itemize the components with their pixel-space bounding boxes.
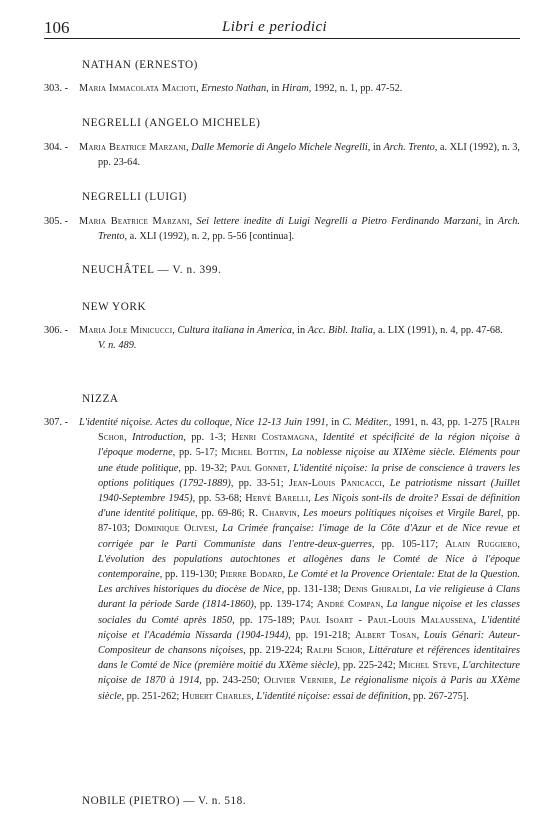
contribution-pages: , pp. 251-262; — [121, 690, 182, 702]
entry-journal: Hiram — [281, 83, 309, 94]
contribution-separator: , — [457, 660, 463, 672]
entry-title: Sei lettere inedite di Luigi Negrelli a Pietro Ferdinando Marzani — [196, 216, 479, 227]
contribution-pages: , pp. 119-130; — [159, 569, 220, 581]
section-heading-negrelli-luigi: NEGRELLI (LUIGI) — [82, 191, 187, 203]
entry-separator: , — [172, 325, 178, 336]
contribution-separator: , — [287, 462, 294, 474]
contribution-author: Alain Ruggiero — [445, 538, 518, 550]
contribution-pages: , pp. 1-3; — [183, 432, 232, 444]
entry-number: 304. - — [44, 142, 69, 153]
entry-separator: , — [196, 83, 202, 94]
contribution-pages: , pp. 225-242; — [337, 660, 399, 672]
entry-title: Dalle Memorie di Angelo Michele Negrelli — [191, 142, 368, 153]
contribution-author: Hervé Barelli — [245, 493, 309, 505]
contribution-author: Hubert Charles — [181, 690, 252, 702]
contribution-separator: , — [517, 538, 520, 550]
entry-number: 306. - — [44, 325, 69, 336]
bibliography-entry-305 — [44, 214, 520, 244]
contribution-author: Jean-Louis Panicacci — [288, 477, 383, 489]
contribution-pages: , pp. 5-17; — [172, 447, 222, 459]
volume-title: L'identité niçoise. Actes du colloque, Nice 12-13 Juin 1991 — [79, 417, 326, 428]
entry-number: 307. - — [44, 417, 69, 428]
page-number: 106 — [44, 18, 70, 37]
entry-details: , a. XLI (1992), n. 2, pp. 5-56 [continua]. — [124, 231, 295, 243]
entry-journal: C. Méditer. — [342, 417, 389, 428]
contribution-pages: , pp. 191-218; — [288, 629, 356, 641]
contribution-pages: , pp. 87-103; — [98, 508, 520, 535]
contribution-title: Le patriotisme nissart (Juillet 1940-Septembre 1945) — [98, 477, 520, 505]
section-heading-negrelli-angelo-michele: NEGRELLI (ANGELO MICHELE) — [82, 117, 261, 129]
entry-separator: , — [189, 216, 197, 227]
contribution-author: R. Charvin — [248, 508, 297, 520]
section-heading-nathan: NATHAN (ERNESTO) — [82, 59, 198, 71]
contribution-author: Henri Costamagna — [231, 432, 315, 444]
contribution-pages: , pp. 219-224; — [243, 645, 307, 657]
contribution-separator: , — [333, 675, 341, 687]
contribution-pages: , pp. 33-51; — [230, 477, 289, 489]
section-heading-new-york: NEW YORK — [82, 301, 147, 313]
contribution-pages: , pp. 131-138; — [281, 584, 344, 596]
contribution-author: André Compan — [316, 599, 381, 611]
contributions-list — [98, 417, 520, 702]
contribution-title: Introduction — [132, 432, 184, 444]
entry-number: 305. - — [44, 216, 69, 227]
contribution-pages: , pp. 243-250; — [199, 675, 264, 687]
entry-details: , 1991, n. 43, pp. 1-275 [ — [388, 417, 494, 428]
cross-reference: V. n. 489. — [98, 340, 137, 352]
contribution-title: La langue niçoise et les classes sociales du Comté après 1850 — [98, 599, 520, 626]
contribution-author: Olivier Vernier — [263, 675, 334, 687]
contribution-author: Paul Gonnet — [230, 462, 288, 474]
contribution-separator: , — [215, 523, 223, 535]
entry-in: , in — [367, 142, 384, 153]
contribution-separator: , — [473, 614, 482, 626]
bibliography-entry-304 — [44, 140, 520, 170]
contribution-separator: , — [314, 432, 323, 444]
contribution-separator: , — [124, 432, 133, 444]
contribution-separator: , — [282, 569, 288, 581]
contribution-title: Le Comté et la Provence Orientale: Etat de la Question. Les archives historiques du diocèse de Nice — [98, 569, 520, 596]
contribution-author: Michel Steve — [398, 660, 458, 672]
contribution-title: L'évolution des populations autochtones et allogènes dans le Comté de Nice à l'époque contemporaine — [98, 553, 520, 581]
contribution-title: L'identité niçoise et l'Académia Nissarda (1904-1944) — [98, 614, 520, 641]
contribution-author: Ralph Schor — [306, 645, 363, 657]
contribution-pages: , pp. 175-189; — [232, 614, 300, 626]
contribution-pages: , pp. 267-275]. — [407, 690, 469, 702]
contribution-title: L'identité niçoise: la prise de conscience à travers les options politiques (1792-1889) — [98, 462, 521, 489]
contribution-separator: , — [308, 493, 315, 505]
bibliography-entry-303 — [44, 81, 520, 96]
section-heading-nobile: NOBILE (PIETRO) — V. n. 518. — [82, 795, 246, 807]
entry-title: Ernesto Nathan — [201, 83, 267, 94]
entry-title: Cultura italiana in America — [177, 325, 292, 336]
contribution-separator: , — [380, 599, 387, 611]
contribution-author: Paul Isoart - Paul-Louis Malaussena — [299, 614, 474, 626]
entry-author: Maria Jole Minicucci — [79, 325, 173, 336]
entry-author: Maria Beatrice Marzani — [79, 216, 190, 227]
entry-details: , a. LIX (1991), n. 4, pp. 47-68. — [372, 325, 503, 336]
running-title: Libri e periodici — [222, 19, 328, 35]
contribution-separator: , — [382, 477, 390, 489]
entry-number: 303. - — [44, 83, 69, 94]
contribution-author: Denis Ghiraldi — [343, 584, 410, 596]
contribution-title: La Crimée française: l'image de la Côte d'Azur et de Nice revue et corrigée par le Parti Communiste dans l'entre-deux-guerres — [98, 523, 520, 550]
contribution-title: Les Niçois sont-ils de droite? Essai de définition d'une identité politique — [98, 493, 521, 520]
contribution-separator: , — [296, 508, 304, 520]
entry-journal: Arch. Trento — [383, 142, 435, 153]
contribution-author: Pierre Bodard — [219, 569, 283, 581]
header-rule — [44, 38, 520, 39]
contribution-pages: , pp. 105-117; — [371, 538, 446, 550]
contribution-pages: , pp. 19-32; — [178, 462, 231, 474]
contribution-title: L'identité niçoise: essai de définition — [256, 690, 408, 702]
contribution-title: Le régionalisme niçois à Paris au XXème siècle — [98, 675, 520, 702]
entry-journal: Arch. Trento — [98, 216, 520, 243]
contribution-title: Les moeurs politiques niçoises et Virgile Barel — [303, 508, 501, 520]
section-heading-nizza: NIZZA — [82, 393, 119, 405]
contribution-title: La noblesse niçoise au XIXème siècle. Eléments pour une étude politique — [98, 447, 520, 474]
entry-in: , in — [291, 325, 308, 336]
contribution-title: Littérature et références identitaires dans le Comté de Nice (première moitié du XXème siècle) — [98, 645, 520, 672]
contribution-separator: , — [416, 629, 424, 641]
bibliography-entry-307 — [44, 415, 520, 704]
contribution-title: Louis Génari: Auteur-Compositeur de chansons niçoises — [98, 629, 520, 657]
contribution-pages: , pp. 69-86; — [195, 508, 249, 520]
entry-in: , in — [478, 216, 498, 227]
entry-journal: Acc. Bibl. Italia — [307, 325, 373, 336]
entry-in: , in — [325, 417, 343, 428]
contribution-author: Michel Bottin — [221, 447, 286, 459]
entry-separator: , — [186, 142, 192, 153]
entry-details: , a. XLI (1992), n. 3, pp. 23-64. — [98, 142, 521, 169]
page-header — [44, 14, 520, 38]
contribution-separator: , — [285, 447, 292, 459]
entry-author: Maria Immacolata Macioti — [79, 83, 197, 94]
entry-in: , in — [266, 83, 282, 94]
contribution-author: Dominique Olivesi — [134, 523, 215, 535]
contribution-pages: , pp. 139-174; — [253, 599, 317, 611]
contribution-title: Identité et spécificité de la région niçoise à l'époque moderne — [98, 432, 520, 459]
contribution-separator: , — [409, 584, 415, 596]
contribution-title: La vie religieuse à Clans durant la période Sarde (1814-1860) — [98, 584, 521, 611]
contribution-author: Ralph Schor — [98, 417, 521, 444]
section-heading-neuchatel: NEUCHÂTEL — V. n. 399. — [82, 264, 222, 276]
entry-details: , 1992, n. 1, pp. 47-52. — [308, 83, 403, 94]
contribution-author: Albert Tosan — [355, 629, 417, 641]
contribution-pages: , pp. 53-68; — [192, 493, 246, 505]
contribution-separator: , — [362, 645, 369, 657]
entry-author: Maria Beatrice Marzani — [79, 142, 187, 153]
contribution-title: L'architecture niçoise de 1870 à 1914 — [98, 660, 520, 687]
bibliography-entry-306 — [44, 323, 520, 353]
contribution-separator: , — [251, 690, 257, 702]
